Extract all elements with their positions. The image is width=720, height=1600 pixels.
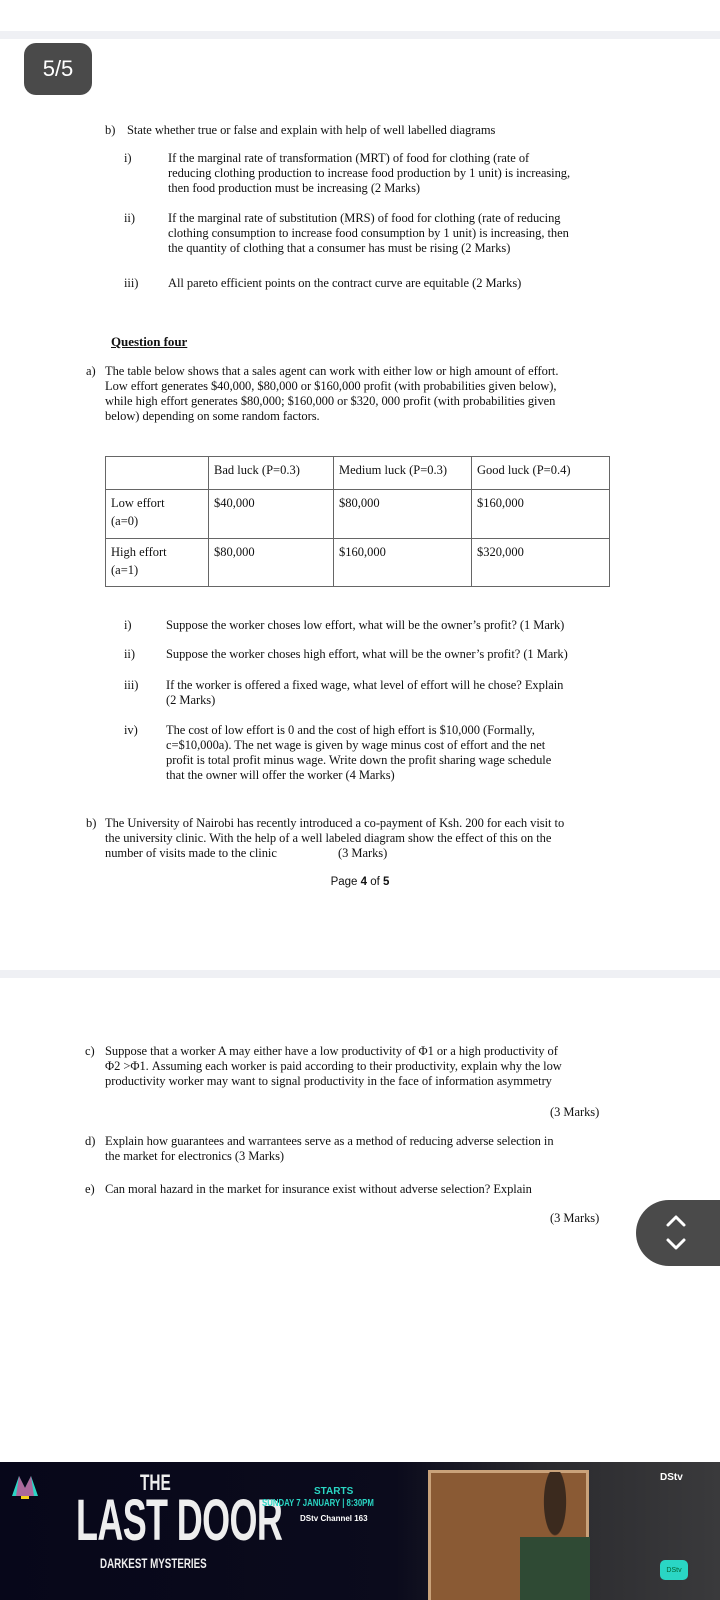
item-text: the quantity of clothing that a consumer has must be rising (2 Marks) [168,241,511,255]
question-four-heading: Question four [111,334,188,349]
part-a-text: below) depending on some random factors. [105,409,320,423]
page-footer [0,876,720,888]
effort-label: High effort [111,545,167,559]
table-cell: $160,000 [472,490,610,539]
part-b-text: The University of Nairobi has recently introduced a co-payment of Ksh. 200 for each visit to [105,816,565,830]
effort-value: (a=1) [111,563,139,577]
ad-channel: DStv Channel 163 [300,1514,368,1523]
ad-title-top: THE [140,1470,171,1495]
part-c-text: Φ2 >Φ1. Assuming each worker is paid according to their productivity, explain why the low [105,1059,562,1073]
ad-starts: STARTS [314,1486,354,1497]
ad-subtitle: DARKEST MYSTERIES [100,1555,207,1571]
part-c-text: Suppose that a worker A may either have a low productivity of Φ1 or a high productivity of [105,1044,558,1058]
part-d-text: Explain how guarantees and warrantees serve as a method of reducing adverse selection in [105,1134,554,1148]
ad-brand: DStv [660,1472,683,1483]
part-b-marks: (3 Marks) [338,846,388,860]
section-b-label: b) [105,123,116,137]
ad-title: LAST DOOR [76,1488,283,1553]
chevron-up-icon[interactable] [665,1212,687,1228]
footer-total-pages: 5 [383,876,390,888]
item-text: that the owner will offer the worker (4 Marks) [166,768,395,782]
part-e-text: Can moral hazard in the market for insurance exist without adverse selection? Explain [105,1182,532,1196]
page-separator [0,970,720,978]
table-cell: $160,000 [334,539,472,587]
footer-of: of [367,876,384,888]
part-b-text: the university clinic. With the help of a well labeled diagram show the effect of this on the [105,831,552,845]
page-navigation-control [636,1200,720,1266]
table-row [106,539,610,587]
table-cell: $320,000 [472,539,610,587]
item-number: ii) [124,211,135,225]
footer-prefix: Page [330,876,361,888]
ad-brand-badge: DStv [660,1560,688,1580]
item-text: All pareto efficient points on the contract curve are equitable (2 Marks) [168,276,522,290]
item-text: then food production must be increasing (2 Marks) [168,181,421,195]
item-text: If the worker is offered a fixed wage, what level of effort will he chose? Explain [166,678,564,692]
item-number: iii) [124,276,139,290]
part-a-text: Low effort generates $40,000, $80,000 or $160,000 profit (with probabilities given below), [105,379,557,393]
part-c-text: productivity worker may want to signal productivity in the face of information asymmetry [105,1074,552,1088]
channel-logo-icon [10,1472,40,1500]
page-separator-top [0,31,720,39]
part-e-label: e) [85,1182,95,1196]
section-b-title: State whether true or false and explain with help of well labelled diagrams [127,123,496,137]
item-text: If the marginal rate of transformation (MRT) of food for clothing (rate of [168,151,530,165]
row-label-cell [106,539,209,587]
ad-person-figure [520,1472,590,1600]
advertisement-banner[interactable] [0,1462,720,1600]
table-cell: $40,000 [209,490,334,539]
row-label-cell [106,490,209,539]
item-text: reducing clothing production to increase food production by 1 unit) is increasing, [168,166,571,180]
ad-date: SUNDAY 7 JANUARY | 8:30PM [262,1498,374,1509]
item-number: iv) [124,723,138,737]
item-text: profit is total profit minus wage. Write down the profit sharing wage schedule [166,753,552,767]
part-b-text: number of visits made to the clinic [105,846,277,860]
item-number: iii) [124,678,139,692]
effort-label: Low effort [111,496,165,510]
item-text: If the marginal rate of substitution (MRS) of food for clothing (rate of reducing [168,211,561,225]
page-counter-badge: 5/5 [24,43,92,95]
item-text: The cost of low effort is 0 and the cost of high effort is $10,000 (Formally, [166,723,535,737]
item-text: Suppose the worker choses high effort, what will be the owner’s profit? (1 Mark) [166,647,568,661]
item-text: Suppose the worker choses low effort, what will be the owner’s profit? (1 Mark) [166,618,565,632]
item-text: c=$10,000a). The net wage is given by wage minus cost of effort and the net [166,738,546,752]
item-text: (2 Marks) [166,693,216,707]
table-header-cell: Good luck (P=0.4) [472,457,610,490]
chevron-down-icon[interactable] [665,1237,687,1253]
footer-page-number: 4 [360,876,368,888]
part-c-marks: (3 Marks) [550,1105,600,1119]
table-row [106,490,610,539]
item-number: i) [124,151,132,165]
part-e-marks: (3 Marks) [550,1211,600,1225]
table-header-cell: Medium luck (P=0.3) [334,457,472,490]
item-number: i) [124,618,132,632]
part-b-label: b) [86,816,97,830]
part-a-text: while high effort generates $80,000; $160,000 or $320, 000 profit (with probabilities given [105,394,556,408]
part-a-text: The table below shows that a sales agent can work with either low or high amount of effort. [105,364,559,378]
part-a-label: a) [86,364,96,378]
effort-value: (a=0) [111,514,139,528]
table-header-row [106,457,610,490]
table-cell: $80,000 [209,539,334,587]
part-d-text: the market for electronics (3 Marks) [105,1149,285,1163]
item-number: ii) [124,647,135,661]
item-text: clothing consumption to increase food consumption by 1 unit) is increasing, then [168,226,569,240]
part-c-label: c) [85,1044,95,1058]
part-d-label: d) [85,1134,96,1148]
table-header-cell: Bad luck (P=0.3) [209,457,334,490]
table-cell: $80,000 [334,490,472,539]
table-header-cell [106,457,209,490]
profit-table [105,456,610,587]
